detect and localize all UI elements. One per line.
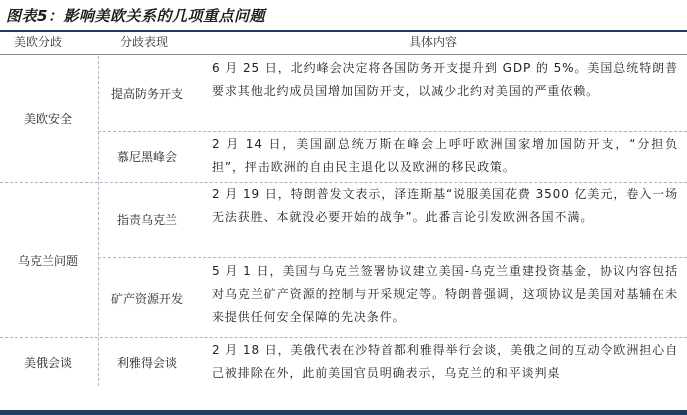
category-us-russia-talks: 美俄会谈	[23, 356, 72, 370]
group-separator	[0, 182, 687, 183]
header-rule	[0, 54, 687, 55]
category-security: 美欧安全	[23, 111, 72, 126]
row-label-riyadh-talks: 利雅得会谈	[116, 355, 177, 370]
row-label-blame-ukraine: 指责乌克兰	[116, 213, 177, 227]
row-label-defense-spending: 提高防务开支	[110, 87, 183, 101]
category-ukraine: 乌克兰问题	[17, 253, 78, 268]
header-manifestation: 分歧表现	[120, 35, 169, 49]
figure-title: 图表5：影响美欧关系的几项重点问题	[6, 7, 265, 25]
header-details: 具体内容	[409, 35, 458, 49]
table-header	[0, 31, 687, 53]
row-content-mineral-resources: 5 月 1 日，美国与乌克兰签署协议建立美国-乌克兰重建投资基金，协议内容包括对乌克兰矿产资源的控制与开采规定等。特朗普强调，这项协议是美国对基辅在未来提供任何安全保障的先决条件。	[212, 264, 678, 324]
group-separator	[0, 337, 687, 338]
row-content-munich-summit: 2 月 14 日，美国副总统万斯在峰会上呼吁欧洲国家增加国防开支，“分担负担”，抨击欧洲的自由民主退化以及欧洲的移民政策。	[212, 137, 678, 174]
row-label-mineral-resources: 矿产资源开发	[110, 291, 183, 306]
row-content-riyadh-talks: 2 月 18 日，美俄代表在沙特首都利雅得举行会谈，美俄之间的互动令欧洲担心自己被排除在外，此前美国官员明确表示，乌克兰的和平谈判桌	[212, 343, 678, 380]
row-separator	[98, 257, 687, 258]
row-separator	[98, 131, 687, 132]
row-content-blame-ukraine: 2 月 19 日，特朗普发文表示，泽连斯基“说服美国花费 3500 亿美元，卷入一场无法获胜、本就没必要开始的战争”。此番言论引发欧洲各国不满。	[212, 187, 678, 224]
row-content-defense-spending: 6 月 25 日，北约峰会决定将各国防务开支提升到 GDP 的 5%。美国总统特朗普要求其他北约成员国增加国防开支，以减少北约对美国的严重依赖。	[212, 61, 678, 98]
bottom-band	[0, 410, 687, 415]
header-category: 美欧分歧	[14, 35, 63, 49]
row-label-munich-summit: 慕尼黑峰会	[116, 149, 177, 164]
